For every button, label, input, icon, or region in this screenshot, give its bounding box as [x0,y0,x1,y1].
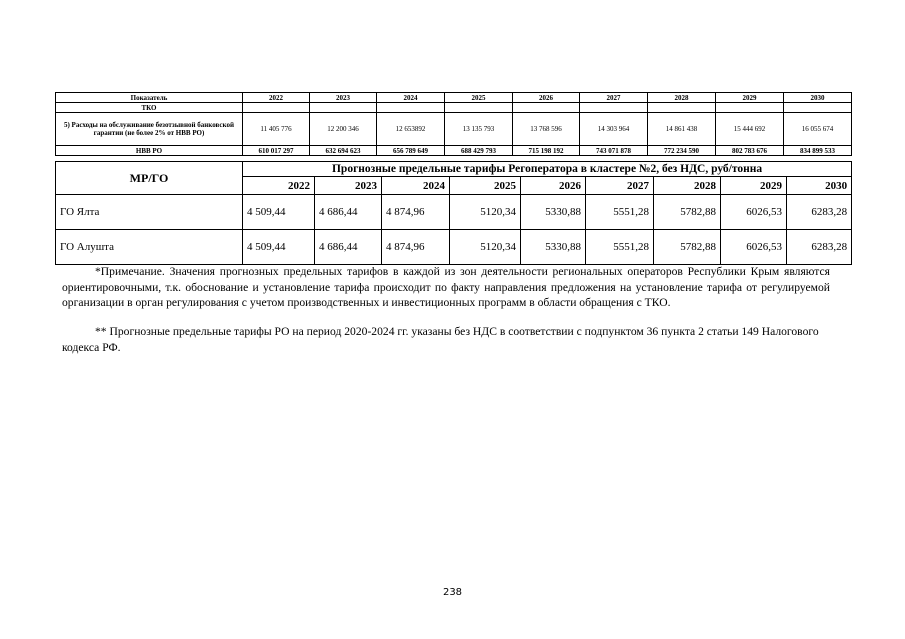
year-cell: 2025 [450,177,521,195]
year-cell: 2030 [787,177,852,195]
table-cell: 802 783 676 [716,146,784,156]
header-cell: 2029 [716,93,784,103]
year-cell: 2027 [586,177,654,195]
table-cell: 11 405 776 [243,113,310,146]
row-name: ГО Алушта [56,230,243,265]
header-cell: 2023 [310,93,377,103]
table-cell: 743 071 878 [580,146,648,156]
page-number: 238 [442,587,463,598]
table-cell: 12 200 346 [310,113,377,146]
header-cell: 2028 [648,93,716,103]
nvv-label: НВВ РО [56,146,243,156]
table-cell: 5782,88 [654,195,721,230]
tariff-caption-row [56,162,852,177]
table-cell: 14 303 964 [580,113,648,146]
header-cell: 2024 [377,93,445,103]
table-cell: 14 861 438 [648,113,716,146]
table-row [56,195,852,230]
expense-label: 5) Расходы на обслуживание безотзывной банковской гарантии (не более 2% от НВВ РО) [56,113,243,146]
header-cell: 2030 [784,93,852,103]
table-cell: 6026,53 [721,195,787,230]
table-row [56,230,852,265]
year-cell: 2024 [382,177,450,195]
nvv-row [56,146,852,156]
header-cell: 2025 [445,93,513,103]
table-cell: 6283,28 [787,195,852,230]
mrgo-header: МР/ГО [56,162,243,195]
table-cell: 4 874,96 [382,195,450,230]
year-cell: 2022 [243,177,315,195]
table-cell: 5330,88 [521,230,586,265]
header-cell: 2022 [243,93,310,103]
table-cell: 13 135 793 [445,113,513,146]
table-cell: 4 686,44 [315,230,382,265]
year-cell: 2029 [721,177,787,195]
table-cell: 4 509,44 [243,195,315,230]
table-cell: 15 444 692 [716,113,784,146]
table-cell: 772 234 590 [648,146,716,156]
tko-row [56,103,852,113]
header-cell: 2026 [513,93,580,103]
footnote-vat: ** Прогнозные предельные тарифы РО на период 2020-2024 гг. указаны без НДС в соответствии с подпунктом 36 пункта 2 статьи 149 Налогового кодекса РФ. [62,325,819,354]
table-cell: 5330,88 [521,195,586,230]
footnote-approximate: *Примечание. Значения прогнозных предельных тарифов в каждой из зон деятельности региональных операторов Республики Крым являются ориентировочными, т.к. обоснование и установление тарифа происходит по факту направления предложения на установление тарифа от регулируемой организации в орган регулирования с учетом производственных и инвестиционных программ в области обращения с ТКО. [62,265,830,309]
year-cell: 2026 [521,177,586,195]
header-cell: Показатель [56,93,243,103]
tariff-table [55,161,852,265]
year-cell: 2023 [315,177,382,195]
tko-label: ТКО [56,103,243,113]
table-cell: 610 017 297 [243,146,310,156]
table-cell: 632 694 623 [310,146,377,156]
table-cell: 13 768 596 [513,113,580,146]
row-name: ГО Ялта [56,195,243,230]
table-cell: 715 198 192 [513,146,580,156]
table-cell: 16 055 674 [784,113,852,146]
indicators-header-row [56,93,852,103]
table-cell: 6283,28 [787,230,852,265]
table-cell: 688 429 793 [445,146,513,156]
tariff-caption: Прогнозные предельные тарифы Регоператора в кластере №2, без НДС, руб/тонна [243,162,852,177]
table-cell: 4 686,44 [315,195,382,230]
table-cell: 656 789 649 [377,146,445,156]
table-cell: 834 899 533 [784,146,852,156]
table-cell: 4 874,96 [382,230,450,265]
table-cell: 5551,28 [586,230,654,265]
table-cell: 12 653892 [377,113,445,146]
expense-row [56,113,852,146]
table-cell: 5120,34 [450,195,521,230]
year-cell: 2028 [654,177,721,195]
table-cell: 6026,53 [721,230,787,265]
table-cell: 5551,28 [586,195,654,230]
indicators-table [55,92,852,156]
table-cell: 5782,88 [654,230,721,265]
table-cell: 5120,34 [450,230,521,265]
table-cell: 4 509,44 [243,230,315,265]
header-cell: 2027 [580,93,648,103]
